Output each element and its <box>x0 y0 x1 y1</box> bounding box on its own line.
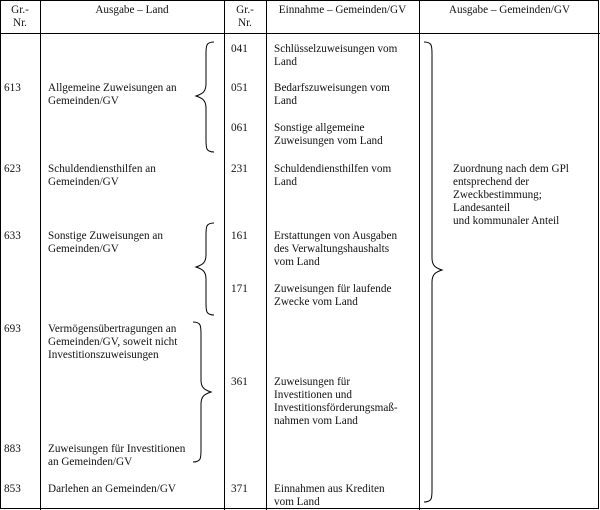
left-row-nr: 623 <box>4 163 21 175</box>
left-row-nr: 693 <box>4 323 21 335</box>
left-row-label: Vermögensübertragungen an Gemeinden/GV, soweit nicht Investitionszuweisungen <box>48 323 178 361</box>
left-row-label: Darlehen an Gemeinden/GV <box>48 483 176 495</box>
header-gr-nr-2: Gr.- Nr. <box>236 4 254 29</box>
right-row-nr: 061 <box>231 122 248 134</box>
left-row-nr: 853 <box>4 483 21 495</box>
right-row-nr: 231 <box>231 163 248 175</box>
left-row-label: Allgemeine Zuweisungen an Gemeinden/GV <box>48 82 177 107</box>
header-einnahme-gemeinden: Einnahme – Gemeinden/GV <box>278 4 407 16</box>
header-gr-nr-1: Gr.- Nr. <box>11 4 29 29</box>
brace-sonstige <box>196 223 214 315</box>
right-row-label: Sonstige allgemeine Zuweisungen vom Land <box>274 122 383 147</box>
right-row-label: Zuweisungen für Investitionen und Investitionsförderungsmaß- nahmen vom Land <box>274 376 398 427</box>
left-row-label: Schuldendiensthilfen an Gemeinden/GV <box>48 163 156 188</box>
brace-gemeinden <box>424 42 442 502</box>
right-row-nr: 041 <box>231 43 248 55</box>
right-row-label: Bedarfszuweisungen vom Land <box>274 82 390 107</box>
right-row-label: Erstattungen von Ausgaben des Verwaltungshaushalts vom Land <box>274 230 398 268</box>
right-row-label: Einnahmen aus Krediten vom Land <box>274 483 385 508</box>
right-row-label: Schuldendiensthilfen vom Land <box>274 163 392 188</box>
right-row-label: Zuweisungen für laufende Zwecke vom Land <box>274 283 392 308</box>
header-ausgabe-land: Ausgabe – Land <box>95 4 169 16</box>
left-row-nr: 633 <box>4 230 21 242</box>
left-row-label: Sonstige Zuweisungen an Gemeinden/GV <box>48 230 163 255</box>
right-row-nr: 051 <box>231 82 248 94</box>
left-row-label: Zuweisungen für Investitionen an Gemeinden/GV <box>48 443 186 468</box>
right-row-label: Schlüsselzuweisungen vom Land <box>274 43 398 68</box>
right-row-nr: 361 <box>231 376 248 388</box>
right-row-nr: 171 <box>231 283 248 295</box>
left-row-nr: 613 <box>4 82 21 94</box>
assignment-note: Zuordnung nach dem GPl entsprechend der Zweckbestimmung; Landesanteil und kommunaler Anteil <box>453 163 569 227</box>
left-row-nr: 883 <box>4 443 21 455</box>
brace-allgemeine <box>196 42 214 152</box>
right-row-nr: 371 <box>231 483 248 495</box>
right-row-nr: 161 <box>231 230 248 242</box>
header-ausgabe-gemeinden: Ausgabe – Gemeinden/GV <box>448 4 571 16</box>
brace-investitionen <box>193 322 211 462</box>
